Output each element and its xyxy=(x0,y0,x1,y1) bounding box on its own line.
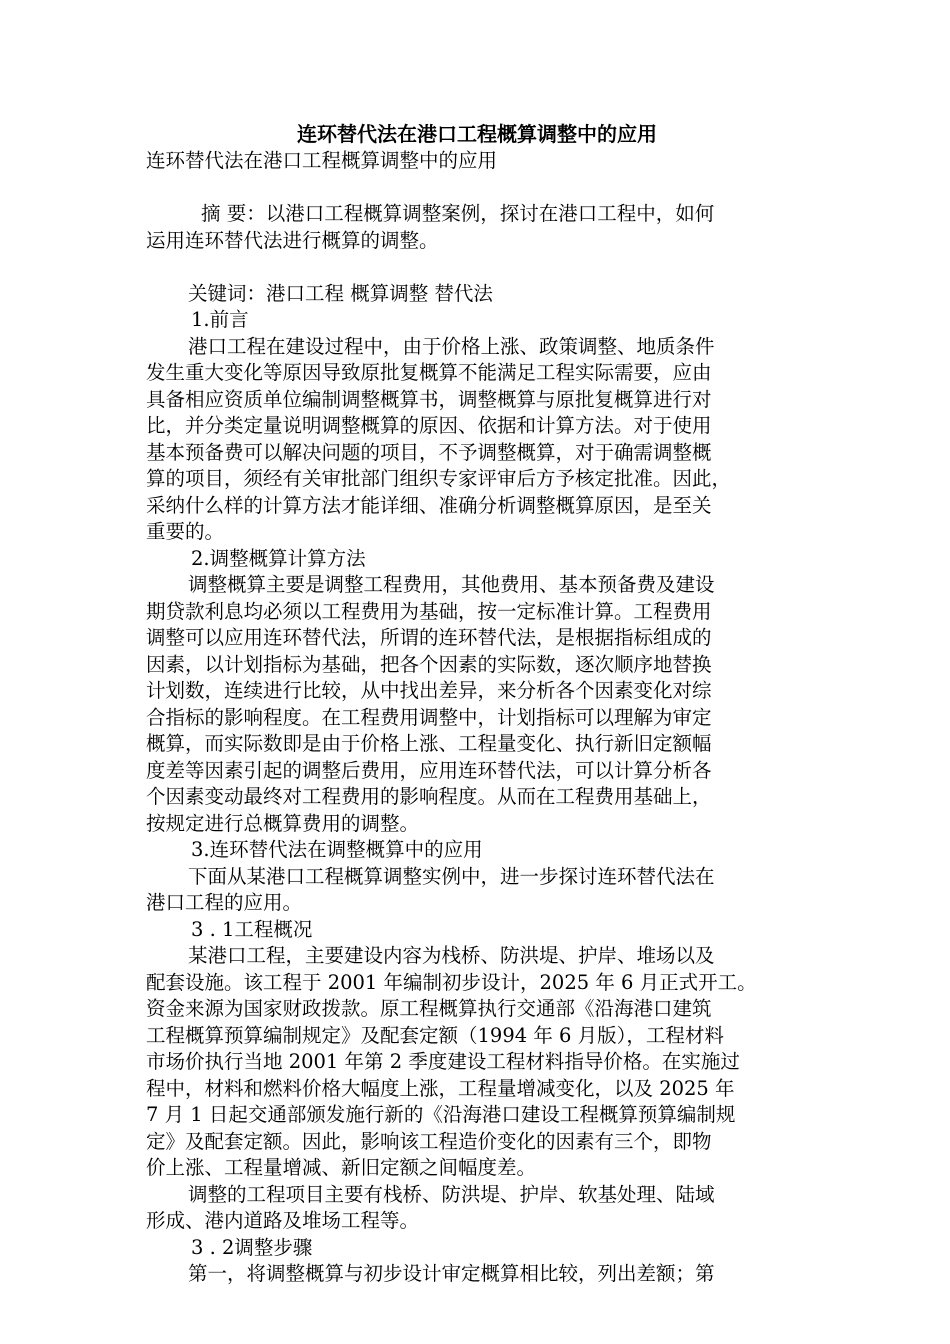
paragraph-line: 某港口工程，主要建设内容为栈桥、防洪堤、护岸、堆场以及 xyxy=(188,944,715,967)
document-title: 连环替代法在港口工程概算调整中的应用 xyxy=(297,122,657,146)
paragraph-line: 下面从某港口工程概算调整实例中，进一步探讨连环替代法在 xyxy=(188,864,715,888)
paragraph-line: 计划数，连续进行比较，从中找出差异，来分析各个因素变化对综 xyxy=(146,679,712,702)
paragraph-line: 基本预备费可以解决问题的项目，不予调整概算，对于确需调整概 xyxy=(146,440,712,464)
paragraph-line: 定》及配套定额。因此，影响该工程造价变化的因素有三个，即物 xyxy=(146,1129,712,1153)
paragraph-line: 个因素变动最终对工程费用的影响程度。从而在工程费用基础上， xyxy=(146,785,712,808)
paragraph-line: 程中，材料和燃料价格大幅度上涨，工程量增减变化，以及 2025 年 xyxy=(146,1076,735,1100)
paragraph-line: 因素，以计划指标为基础，把各个因素的实际数，逐次顺序地替换 xyxy=(146,652,712,676)
spacer xyxy=(146,254,808,281)
paragraph-line: 度差等因素引起的调整后费用，应用连环替代法，可以计算分析各 xyxy=(146,758,712,782)
section-heading: 3.连环替代法在调整概算中的应用 xyxy=(191,838,483,861)
abstract-line: 运用连环替代法进行概算的调整。 xyxy=(146,228,439,252)
document-page xyxy=(146,120,808,1288)
paragraph-line: 港口工程的应用。 xyxy=(146,891,303,914)
abstract-line: 摘 要：以港口工程概算调整案例，探讨在港口工程中，如何 xyxy=(201,202,715,225)
paragraph-line: 形成、港内道路及堆场工程等。 xyxy=(146,1209,420,1232)
paragraph-line: 市场价执行当地 2001 年第 2 季度建设工程材料指导价格。在实施过 xyxy=(146,1050,740,1073)
paragraph-line: 重要的。 xyxy=(146,520,225,543)
paragraph-line: 调整可以应用连环替代法，所谓的连环替代法，是根据指标组成的 xyxy=(146,626,712,649)
paragraph-line: 资金来源为国家财政拨款。原工程概算执行交通部《沿海港口建筑 xyxy=(146,997,712,1020)
subsection-heading: 3 . 2调整步骤 xyxy=(191,1235,313,1259)
document-subtitle: 连环替代法在港口工程概算调整中的应用 xyxy=(146,149,498,172)
paragraph-line: 配套设施。该工程于 2001 年编制初步设计，2025 年 6 月正式开工。 xyxy=(146,970,757,994)
paragraph-line: 港口工程在建设过程中，由于价格上涨、政策调整、地质条件 xyxy=(188,334,715,358)
keywords: 关键词：港口工程 概算调整 替代法 xyxy=(188,281,493,305)
paragraph-line: 7 月 1 日起交通部颁发施行新的《沿海港口建设工程概算预算编制规 xyxy=(146,1103,736,1126)
paragraph-line: 比，并分类定量说明调整概算的原因、依据和计算方法。对于使用 xyxy=(146,414,712,437)
paragraph-line: 价上涨、工程量增减、新旧定额之间幅度差。 xyxy=(146,1156,537,1179)
paragraph-line: 期贷款利息均必须以工程费用为基础，按一定标准计算。工程费用 xyxy=(146,599,712,623)
paragraph-line: 算的项目，须经有关审批部门组织专家评审后方予核定批准。因此， xyxy=(146,467,732,490)
spacer xyxy=(146,175,808,202)
paragraph-line: 调整的工程项目主要有栈桥、防洪堤、护岸、软基处理、陆域 xyxy=(188,1182,715,1206)
paragraph-line: 第一，将调整概算与初步设计审定概算相比较，列出差额；第 xyxy=(188,1262,715,1285)
paragraph-line: 调整概算主要是调整工程费用，其他费用、基本预备费及建设 xyxy=(188,573,715,596)
paragraph-line: 合指标的影响程度。在工程费用调整中，计划指标可以理解为审定 xyxy=(146,705,712,729)
section-heading: 2.调整概算计算方法 xyxy=(191,546,366,570)
paragraph-line: 具备相应资质单位编制调整概算书，调整概算与原批复概算进行对 xyxy=(146,387,712,411)
paragraph-line: 采纳什么样的计算方法才能详细、准确分析调整概算原因，是至关 xyxy=(146,493,712,517)
paragraph-line: 发生重大变化等原因导致原批复概算不能满足工程实际需要，应由 xyxy=(146,361,712,384)
subsection-heading: 3 . 1工程概况 xyxy=(191,917,313,941)
section-heading: 1.前言 xyxy=(191,308,249,331)
paragraph-line: 按规定进行总概算费用的调整。 xyxy=(146,811,420,835)
paragraph-line: 概算，而实际数即是由于价格上涨、工程量变化、执行新旧定额幅 xyxy=(146,732,712,755)
paragraph-line: 工程概算预算编制规定》及配套定额（1994 年 6 月版），工程材料 xyxy=(146,1023,724,1047)
